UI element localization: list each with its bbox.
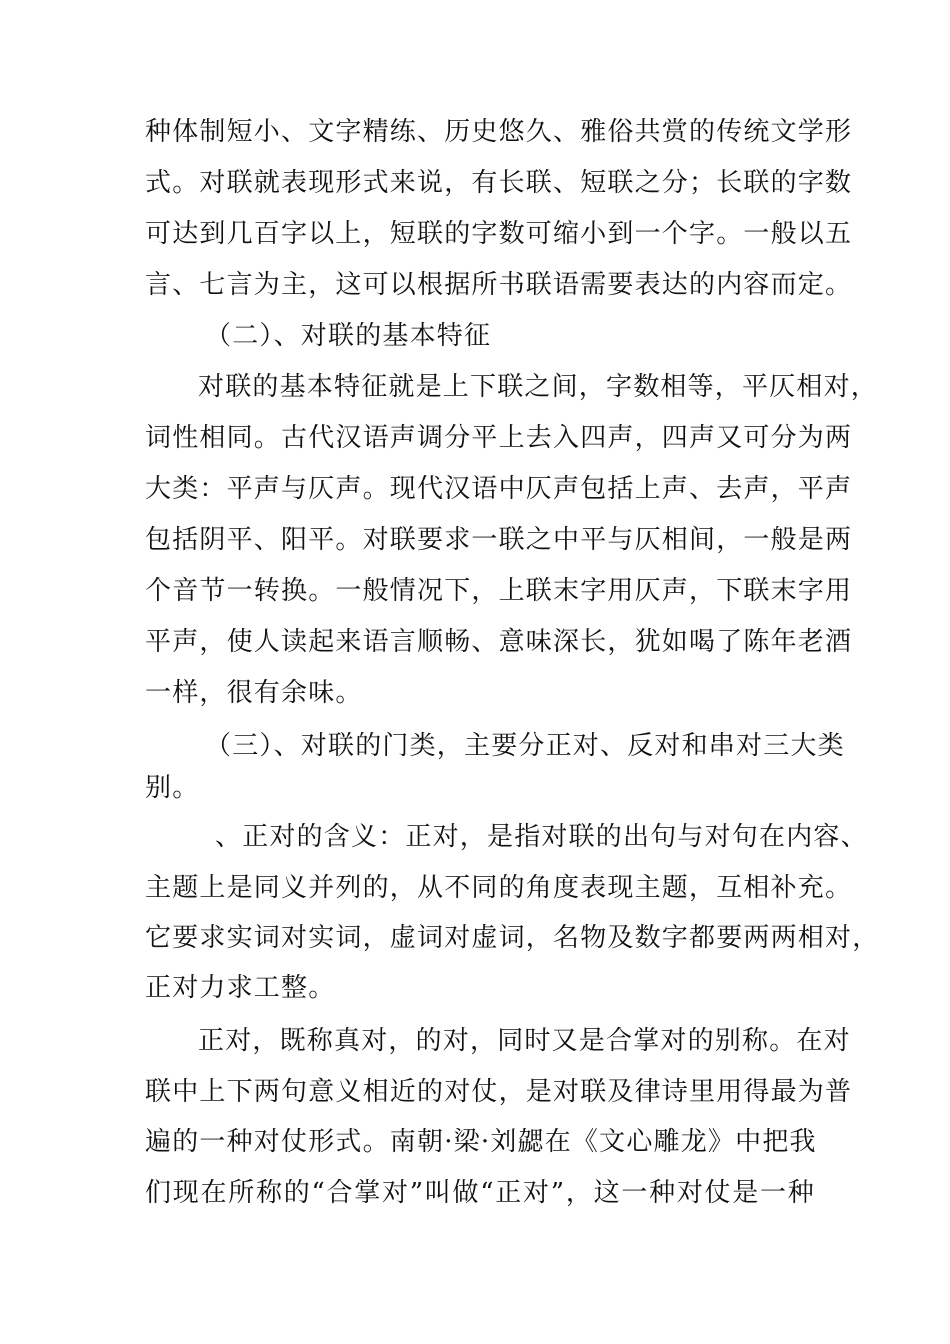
- text-line: 大类：平声与仄声。现代汉语中仄声包括上声、去声，平声: [145, 474, 853, 504]
- text-line: 词性相同。古代汉语声调分平上去入四声，四声又可分为两: [145, 423, 853, 453]
- text-line: 包括阴平、阳平。对联要求一联之中平与仄相间，一般是两: [145, 525, 853, 555]
- text-line: 平声，使人读起来语言顺畅、意味深长，犹如喝了陈年老酒: [145, 627, 853, 657]
- paragraph-first-line: 正对，既称真对，的对，同时又是合掌对的别称。在对: [198, 1026, 851, 1056]
- paragraph-first-line: 、正对的含义：正对，是指对联的出句与对句在内容、: [215, 822, 868, 852]
- text-line: 个音节一转换。一般情况下，上联末字用仄声，下联末字用: [145, 576, 853, 606]
- text-line: 可达到几百字以上，短联的字数可缩小到一个字。一般以五: [145, 219, 853, 249]
- text-line: 遍的一种对仗形式。南朝·梁·刘勰在《文心雕龙》中把我: [145, 1127, 817, 1157]
- text-line: 正对力求工整。: [145, 973, 336, 1003]
- text-line: 言、七言为主，这可以根据所书联语需要表达的内容而定。: [145, 270, 853, 300]
- text-line: 主题上是同义并列的，从不同的角度表现主题，互相补充。: [145, 873, 853, 903]
- text-line: 式。对联就表现形式来说，有长联、短联之分；长联的字数: [145, 168, 853, 198]
- section-heading: （二）、对联的基本特征: [205, 321, 492, 351]
- text-line: 一样，很有余味。: [145, 678, 363, 708]
- section-heading: （三）、对联的门类，主要分正对、反对和串对三大类: [205, 731, 845, 761]
- text-line: 别。: [145, 773, 200, 803]
- paragraph-first-line: 对联的基本特征就是上下联之间，字数相等，平仄相对，: [198, 372, 879, 402]
- text-line: 它要求实词对实词，虚词对虚词，名物及数字都要两两相对，: [145, 923, 880, 953]
- text-line: 种体制短小、文字精练、历史悠久、雅俗共赏的传统文学形: [145, 117, 853, 147]
- text-line: 们现在所称的“合掌对”叫做“正对”，这一种对仗是一种: [145, 1178, 815, 1208]
- text-line: 联中上下两句意义相近的对仗，是对联及律诗里用得最为普: [145, 1077, 853, 1107]
